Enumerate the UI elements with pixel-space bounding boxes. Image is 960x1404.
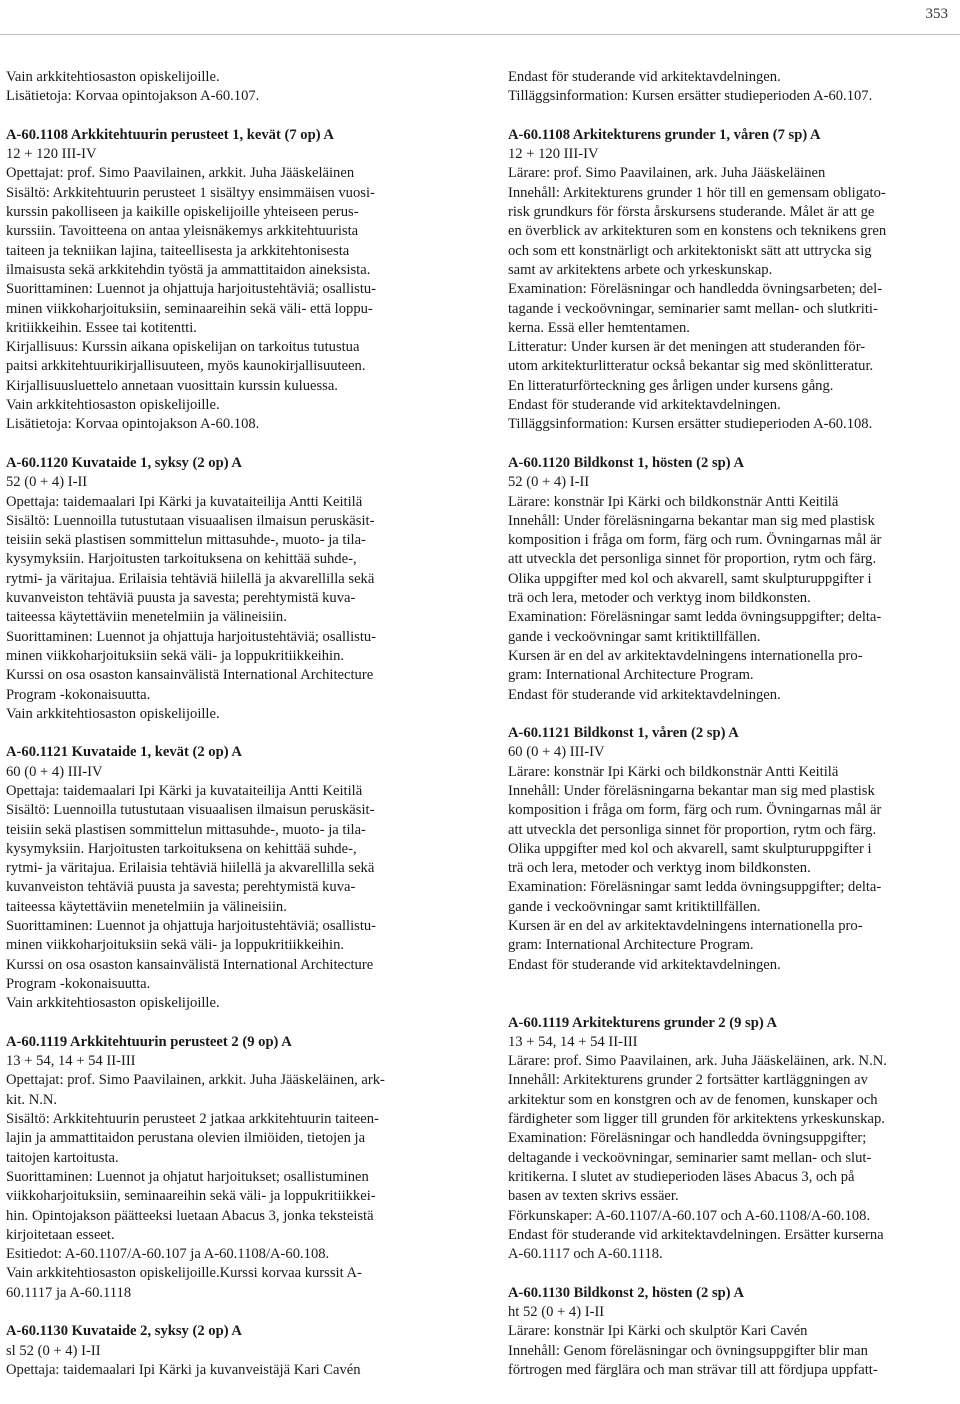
- text-line: kuvanveiston tehtäviä puusta ja savesta; perehtymistä kuva-: [6, 590, 356, 607]
- text-line: 60 (0 + 4) III-IV: [508, 744, 605, 761]
- paragraph-gap: [508, 994, 958, 1013]
- text-line: Tilläggsinformation: Kursen ersätter studieperioden A-60.107.: [508, 88, 873, 105]
- text-line: arkitektur som en konstgren och av de fenomen, kunskaper och: [508, 1091, 878, 1108]
- paragraph-gap: [6, 724, 456, 743]
- text-line: Examination: Föreläsningar och handledda övningsarbeten; del-: [508, 281, 883, 298]
- paragraph-gap: [6, 107, 456, 126]
- text-line: lajin ja ammattitaidon perustana olevien ilmiöiden, tietojen ja: [6, 1130, 366, 1147]
- text-line: risk grundkurs för första årskursens studerande. Målet är att ge: [508, 204, 875, 221]
- text-line: teisiin sekä plastisen sommittelun mittasuhde-, muoto- ja tila-: [6, 821, 366, 838]
- text-line: 60.1117 ja A-60.1118: [6, 1284, 132, 1301]
- paragraph-gap: [508, 435, 958, 454]
- text-line: taitojen kartoitusta.: [6, 1149, 119, 1166]
- text-line: Opettaja: taidemaalari Ipi Kärki ja kuvanveistäjä Kari Cavén: [6, 1361, 361, 1378]
- text-line: Opettajat: prof. Simo Paavilainen, arkkit. Juha Jääskeläinen: [6, 165, 355, 182]
- text-line: Examination: Föreläsningar samt ledda övningsuppgifter; delta-: [508, 879, 882, 896]
- paragraph-gap: [6, 1303, 456, 1322]
- text-line: Kurssi on osa osaston kansainvälistä International Architecture: [6, 956, 374, 973]
- text-line: Endast för studerande vid arkitektavdelningen.: [508, 397, 781, 414]
- text-line: Endast för studerande vid arkitektavdelningen. Ersätter kurserna: [508, 1226, 884, 1243]
- text-line: basen av texten skrivs essäer.: [508, 1188, 679, 1205]
- text-line: Innehåll: Arkitekturens grunder 2 fortsätter kartläggningen av: [508, 1072, 868, 1089]
- text-line: tagande i veckoövningar, seminarier samt mellan- och slutkriti-: [508, 300, 878, 317]
- text-line: gande i veckoövningar samt kritiktillfällen.: [508, 898, 761, 915]
- course-heading: A-60.1121 Bildkonst 1, våren (2 sp) A: [508, 725, 739, 742]
- paragraph-gap: [6, 435, 456, 454]
- text-line: 13 + 54, 14 + 54 II-III: [508, 1033, 638, 1050]
- text-line: ht 52 (0 + 4) I-II: [508, 1304, 605, 1320]
- text-line: Innehåll: Genom föreläsningar och övningsuppgifter blir man: [508, 1342, 868, 1359]
- course-heading: A-60.1119 Arkitekturens grunder 2 (9 sp) A: [508, 1014, 778, 1031]
- course-heading: A-60.1130 Bildkonst 2, hösten (2 sp) A: [508, 1284, 744, 1301]
- swedish-column: [508, 68, 958, 1380]
- text-line: färdigheter som ligger till grunden för arkitektens yrkeskunskap.: [508, 1111, 885, 1128]
- text-line: minen viikkoharjoituksiin, seminaareihin sekä väli- että loppu-: [6, 300, 373, 317]
- text-line: 52 (0 + 4) I-II: [6, 474, 88, 491]
- course-heading: A-60.1121 Kuvataide 1, kevät (2 op) A: [6, 744, 242, 761]
- text-line: Esitiedot: A-60.1107/A-60.107 ja A-60.1108/A-60.108.: [6, 1246, 330, 1263]
- text-line: Litteratur: Under kursen är det meningen att studeranden för-: [508, 339, 866, 356]
- text-line: Kurssi on osa osaston kansainvälistä International Architecture: [6, 667, 374, 684]
- text-line: minen viikkoharjoituksiin sekä väli- ja loppukritiikkeihin.: [6, 647, 345, 664]
- text-line: Lisätietoja: Korvaa opintojakson A-60.107.: [6, 88, 260, 105]
- text-line: 13 + 54, 14 + 54 II-III: [6, 1053, 136, 1070]
- text-line: kysymyksiin. Harjoitusten tarkoituksena on kehittää suhde-,: [6, 840, 357, 857]
- course-heading: A-60.1120 Kuvataide 1, syksy (2 op) A: [6, 454, 242, 471]
- text-line: Opettajat: prof. Simo Paavilainen, arkkit. Juha Jääskeläinen, ark-: [6, 1072, 385, 1089]
- text-line: samt av arkitektens arbete och yrkeskunskap.: [508, 261, 773, 278]
- text-line: en överblick av arkitekturen som en konstens och teknikens gren: [508, 223, 887, 240]
- text-line: kerna. Essä eller hemtentamen.: [508, 319, 690, 336]
- text-line: Vain arkkitehtiosaston opiskelijoille.: [6, 69, 220, 85]
- text-line: Kursen är en del av arkitektavdelningens internationella pro-: [508, 918, 863, 935]
- paragraph-gap: [508, 1264, 958, 1283]
- text-line: Lärare: konstnär Ipi Kärki och bildkonstnär Antti Keitilä: [508, 763, 839, 780]
- text-line: Innehåll: Under föreläsningarna bekantar man sig med plastisk: [508, 782, 875, 799]
- text-line: utom arkitekturlitteratur också bekantar sig med skönlitteratur.: [508, 358, 874, 375]
- text-line: trä och lera, metoder och verktyg inom bildkonsten.: [508, 590, 811, 607]
- text-line: Tilläggsinformation: Kursen ersätter studieperioden A-60.108.: [508, 416, 873, 433]
- text-line: Endast för studerande vid arkitektavdelningen.: [508, 686, 781, 703]
- text-line: Lärare: prof. Simo Paavilainen, ark. Juha Jääskeläinen: [508, 165, 826, 182]
- text-line: Innehåll: Under föreläsningarna bekantar man sig med plastisk: [508, 512, 875, 529]
- text-line: förtrogen med färglära och man strävar till att fördjupa uppfatt-: [508, 1361, 878, 1378]
- text-line: Kirjallisuusluettelo annetaan vuosittain kurssin kuluessa.: [6, 377, 338, 394]
- text-line: 52 (0 + 4) I-II: [508, 474, 590, 491]
- text-line: kuvanveiston tehtäviä puusta ja savesta; perehtymistä kuva-: [6, 879, 356, 896]
- text-line: 12 + 120 III-IV: [6, 146, 97, 163]
- paragraph-gap: [508, 107, 958, 126]
- text-line: taiteen ja tekniikan lajina, taiteellisesta ja arkkitehtonisesta: [6, 242, 350, 259]
- text-line: hin. Opintojakson päätteeksi luetaan Abacus 3, jonka teksteistä: [6, 1207, 374, 1224]
- text-line: Vain arkkitehtiosaston opiskelijoille.Kurssi korvaa kurssit A-: [6, 1265, 362, 1282]
- paragraph-gap: [508, 975, 958, 994]
- text-line: Lärare: konstnär Ipi Kärki och skulptör Kari Cavén: [508, 1323, 808, 1340]
- text-line: teisiin sekä plastisen sommittelun mittasuhde-, muoto- ja tila-: [6, 532, 366, 549]
- text-line: kurssin pakolliseen ja kaikille opiskelijoille yhteiseen perus-: [6, 204, 359, 221]
- text-line: paitsi arkkitehtuurikirjallisuuteen, myös kaunokirjallisuuteen.: [6, 358, 366, 375]
- paragraph-gap: [6, 1014, 456, 1033]
- text-line: Kursen är en del av arkitektavdelningens internationella pro-: [508, 647, 863, 664]
- text-line: Opettaja: taidemaalari Ipi Kärki ja kuvataiteilija Antti Keitilä: [6, 782, 363, 799]
- text-line: kirjoitetaan esseet.: [6, 1226, 115, 1243]
- text-line: Suorittaminen: Luennot ja ohjattuja harjoitustehtäviä; osallistu-: [6, 918, 377, 935]
- text-line: taiteessa käytettäviin menetelmiin ja välineisiin.: [6, 609, 287, 626]
- text-line: taiteessa käytettäviin menetelmiin ja välineisiin.: [6, 898, 287, 915]
- text-line: minen viikkoharjoituksiin sekä väli- ja loppukritiikkeihin.: [6, 937, 345, 954]
- text-line: Suorittaminen: Luennot ja ohjattuja harjoitustehtäviä; osallistu-: [6, 628, 377, 645]
- text-line: Suorittaminen: Luennot ja ohjatut harjoitukset; osallistuminen: [6, 1168, 369, 1185]
- text-line: kritikerna. I slutet av studieperioden läses Abacus 3, och på: [508, 1168, 855, 1185]
- text-line: Lärare: prof. Simo Paavilainen, ark. Juha Jääskeläinen, ark. N.N.: [508, 1053, 887, 1070]
- text-line: Förkunskaper: A-60.1107/A-60.107 och A-60.1108/A-60.108.: [508, 1207, 871, 1224]
- text-line: gram: International Architecture Program.: [508, 667, 754, 684]
- text-line: ilmaisusta sekä arkkitehdin työstä ja ammattitaidon aineksista.: [6, 261, 371, 278]
- text-line: Lisätietoja: Korvaa opintojakson A-60.108.: [6, 416, 260, 433]
- finnish-column: [6, 68, 456, 1380]
- course-heading: A-60.1108 Arkkitehtuurin perusteet 1, kevät (7 op) A: [6, 126, 334, 143]
- text-line: rytmi- ja väritajua. Erilaisia tehtäviä hiilellä ja akvarellilla sekä: [6, 860, 375, 877]
- course-heading: A-60.1120 Bildkonst 1, hösten (2 sp) A: [508, 454, 744, 471]
- text-line: Program -kokonaisuutta.: [6, 686, 151, 703]
- text-line: viikkoharjoituksiin, seminaareihin sekä väli- ja loppukritiikkei-: [6, 1188, 376, 1205]
- text-line: kit. N.N.: [6, 1091, 58, 1108]
- course-heading: A-60.1108 Arkitekturens grunder 1, våren (7 sp) A: [508, 126, 821, 143]
- text-line: Sisältö: Luennoilla tutustutaan visuaalisen ilmaisun peruskäsit-: [6, 512, 375, 529]
- page-header: [0, 0, 960, 35]
- text-line: 12 + 120 III-IV: [508, 146, 599, 163]
- text-line: kysymyksiin. Harjoitusten tarkoituksena on kehittää suhde-,: [6, 551, 357, 568]
- page-number: 353: [925, 6, 948, 22]
- text-line: Olika uppgifter med kol och akvarell, samt skulpturuppgifter i: [508, 570, 872, 587]
- text-line: komposition i fråga om form, färg och rum. Övningarnas mål är: [508, 802, 882, 819]
- text-line: Opettaja: taidemaalari Ipi Kärki ja kuvataiteilija Antti Keitilä: [6, 493, 363, 510]
- text-line: Vain arkkitehtiosaston opiskelijoille.: [6, 397, 220, 414]
- text-line: Innehåll: Arkitekturens grunder 1 hör till en gemensam obligato-: [508, 184, 886, 201]
- text-line: Suorittaminen: Luennot ja ohjattuja harjoitustehtäviä; osallistu-: [6, 281, 377, 298]
- text-line: deltagande i veckoövningar, seminarier samt mellan- och slut-: [508, 1149, 872, 1166]
- text-line: Lärare: konstnär Ipi Kärki och bildkonstnär Antti Keitilä: [508, 493, 839, 510]
- text-line: Sisältö: Arkkitehtuurin perusteet 2 jatkaa arkkitehtuurin taiteen-: [6, 1111, 379, 1128]
- text-line: Examination: Föreläsningar samt ledda övningsuppgifter; delta-: [508, 609, 882, 626]
- course-heading: A-60.1130 Kuvataide 2, syksy (2 op) A: [6, 1323, 242, 1340]
- text-line: En litteraturförteckning ges årligen under kursens gång.: [508, 377, 834, 394]
- text-line: gande i veckoövningar samt kritiktillfällen.: [508, 628, 761, 645]
- text-line: kritiikkeihin. Essee tai kotitentti.: [6, 319, 197, 336]
- text-line: trä och lera, metoder och verktyg inom bildkonsten.: [508, 860, 811, 877]
- text-line: Endast för studerande vid arkitektavdelningen.: [508, 69, 781, 85]
- text-line: Examination: Föreläsningar och handledda övningsuppgifter;: [508, 1130, 867, 1147]
- text-line: att utveckla det personliga sinnet för proportion, rytm och färg.: [508, 551, 877, 568]
- text-line: Olika uppgifter med kol och akvarell, samt skulpturuppgifter i: [508, 840, 872, 857]
- text-line: Endast för studerande vid arkitektavdelningen.: [508, 956, 781, 973]
- text-line: Program -kokonaisuutta.: [6, 975, 151, 992]
- text-line: rytmi- ja väritajua. Erilaisia tehtäviä hiilellä ja akvarellilla sekä: [6, 570, 375, 587]
- text-line: att utveckla det personliga sinnet för proportion, rytm och färg.: [508, 821, 877, 838]
- text-line: och som ett konstnärligt och arkitektoniskt sätt att uttrycka sig: [508, 242, 872, 259]
- text-line: Kirjallisuus: Kurssin aikana opiskelijan on tarkoitus tutustua: [6, 339, 360, 356]
- text-line: sl 52 (0 + 4) I-II: [6, 1342, 101, 1359]
- text-line: 60 (0 + 4) III-IV: [6, 763, 103, 780]
- text-line: gram: International Architecture Program.: [508, 937, 754, 954]
- text-line: Vain arkkitehtiosaston opiskelijoille.: [6, 995, 220, 1012]
- text-line: A-60.1117 och A-60.1118.: [508, 1246, 663, 1263]
- text-line: Vain arkkitehtiosaston opiskelijoille.: [6, 705, 220, 722]
- text-line: Sisältö: Arkkitehtuurin perusteet 1 sisältyy ensimmäisen vuosi-: [6, 184, 375, 201]
- text-line: Sisältö: Luennoilla tutustutaan visuaalisen ilmaisun peruskäsit-: [6, 802, 375, 819]
- paragraph-gap: [508, 705, 958, 724]
- text-line: kurssiin. Tavoitteena on antaa yleisnäkemys arkkitehtuurista: [6, 223, 359, 240]
- course-heading: A-60.1119 Arkkitehtuurin perusteet 2 (9 op) A: [6, 1033, 292, 1050]
- text-line: komposition i fråga om form, färg och rum. Övningarnas mål är: [508, 532, 882, 549]
